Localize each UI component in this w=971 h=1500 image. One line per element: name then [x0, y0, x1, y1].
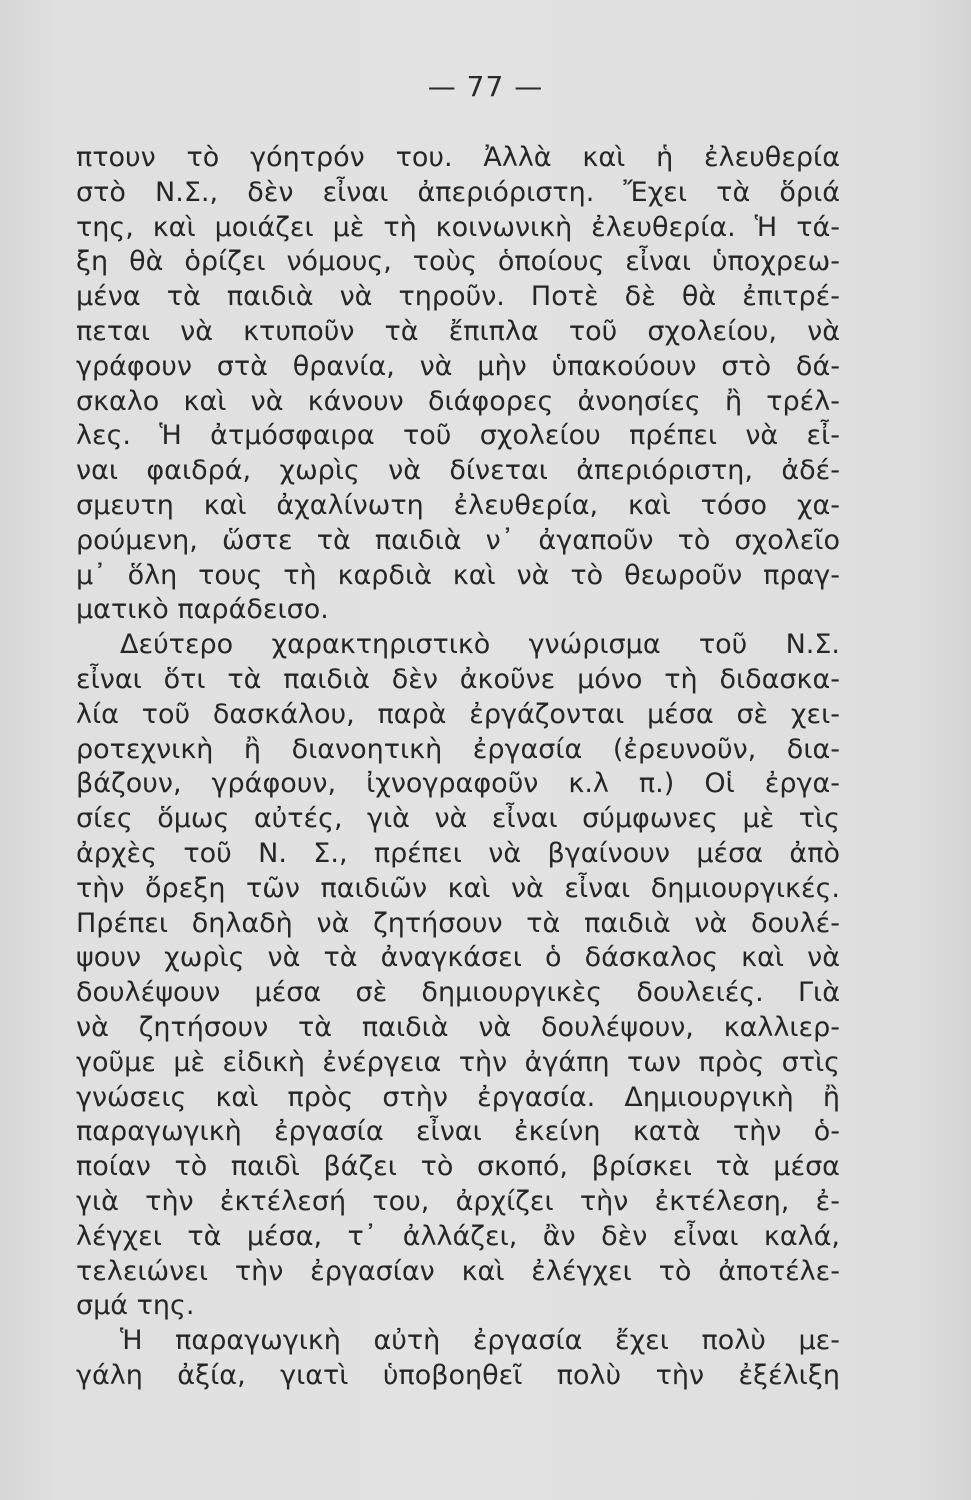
text-line: εἶναι ὅτι τὰ παιδιὰ δὲν ἀκοῦνε μόνο τὴ διδασκα- [76, 663, 840, 695]
text-line: λία τοῦ δασκάλου, παρὰ ἐργάζονται μέσα σὲ χει- [76, 698, 840, 730]
text-line: ψουν χωρὶς νὰ τὰ ἀναγκάσει ὁ δάσκαλος καὶ νὰ [76, 942, 840, 974]
text-line: τελειώνει τὴν ἐργασίαν καὶ ἐλέγχει τὸ ἀποτέλε- [76, 1255, 840, 1287]
text-line: Δεύτερο χαρακτηριστικὸ γνώρισμα τοῦ Ν.Σ. [120, 629, 840, 661]
text-line: ναι φαιδρά, χωρὶς νὰ δίνεται ἀπεριόριστη, ἀδέ- [76, 455, 840, 487]
text-line: στὸ Ν.Σ., δὲν εἶναι ἀπεριόριστη. Ἔχει τὰ ὅριά [76, 176, 840, 208]
text-line: γοῦμε μὲ εἰδικὴ ἐνέργεια τὴν ἀγάπη των πρὸς στὶς [76, 1046, 840, 1078]
text-line: της, καὶ μοιάζει μὲ τὴ κοινωνικὴ ἐλευθερία. Ἡ τά- [76, 211, 840, 243]
text-line: ἀρχὲς τοῦ Ν. Σ., πρέπει νὰ βγαίνουν μέσα ἀπὸ [76, 837, 840, 869]
text-line: παραγωγικὴ ἐργασία εἶναι ἐκείνη κατὰ τὴν ὁ- [76, 1116, 840, 1148]
text-line: γάλη ἀξία, γιατὶ ὑποβοηθεῖ πολὺ τὴν ἐξέλιξη [76, 1359, 840, 1391]
text-line: νὰ ζητήσουν τὰ παιδιὰ νὰ δουλέψουν, καλλιερ- [76, 1011, 840, 1043]
text-line: δουλέψουν μέσα σὲ δημιουργικὲς δουλειές. Γιὰ [76, 977, 840, 1009]
text-line: σμευτη καὶ ἀχαλίνωτη ἐλευθερία, καὶ τόσο χα- [76, 489, 840, 521]
text-line: σκαλο καὶ νὰ κάνουν διάφορες ἀνοησίες ἢ τρέλ- [76, 385, 840, 417]
text-line: μένα τὰ παιδιὰ νὰ τηροῦν. Ποτὲ δὲ θὰ ἐπιτρέ- [76, 281, 840, 313]
page-number: — 77 — [427, 70, 544, 103]
text-line: πτουν τὸ γόητρόν του. Ἀλλὰ καὶ ἡ ἐλευθερία [76, 142, 840, 173]
text-line: ξη θὰ ὁρίζει νόμους, τοὺς ὁποίους εἶναι ὑποχρεω- [76, 246, 840, 278]
text-line: λέγχει τὰ μέσα, τ᾽ ἀλλάζει, ἂν δὲν εἶναι καλά, [76, 1220, 840, 1252]
text-line: βάζουν, γράφουν, ἰχνογραφοῦν κ.λ π.) Οἱ ἐργα- [76, 768, 840, 800]
text-line: Ἡ παραγωγικὴ αὐτὴ ἐργασία ἔχει πολὺ με- [120, 1325, 840, 1357]
text-line: γράφουν στὰ θρανία, νὰ μὴν ὑπακούουν στὸ δά- [76, 350, 840, 382]
text-line: ρούμενη, ὥστε τὰ παιδιὰ ν᾽ ἀγαποῦν τὸ σχολεῖο [76, 524, 840, 556]
text-line: πεται νὰ κτυποῦν τὰ ἔπιπλα τοῦ σχολείου, νὰ [76, 315, 840, 347]
text-line: ποίαν τὸ παιδὶ βάζει τὸ σκοπό, βρίσκει τὰ μέσα [76, 1151, 840, 1183]
text-line: γνώσεις καὶ πρὸς στὴν ἐργασία. Δημιουργικὴ ἢ [76, 1081, 840, 1113]
text-line: τὴν ὄρεξη τῶν παιδιῶν καὶ νὰ εἶναι δημιουργικές. [76, 872, 840, 904]
text-line: Πρέπει δηλαδὴ νὰ ζητήσουν τὰ παιδιὰ νὰ δουλέ- [76, 907, 840, 939]
text-line: μ᾽ ὅλη τους τὴ καρδιὰ καὶ νὰ τὸ θεωροῦν πραγ- [76, 559, 840, 591]
text-line: σίες ὅμως αὐτές, γιὰ νὰ εἶναι σύμφωνες μὲ τὶς [76, 803, 840, 835]
text-line: ματικὸ παράδεισο. [76, 594, 329, 626]
body-text [76, 141, 840, 1394]
text-line: γιὰ τὴν ἐκτέλεσή του, ἀρχίζει τὴν ἐκτέλεση, ἐ- [76, 1185, 840, 1217]
text-line: σμά της. [76, 1290, 195, 1322]
text-line: λες. Ἡ ἀτμόσφαιρα τοῦ σχολείου πρέπει νὰ εἶ- [76, 420, 840, 452]
text-line: ροτεχνικὴ ἢ διανοητικὴ ἐργασία (ἐρευνοῦν, δια- [76, 733, 840, 765]
